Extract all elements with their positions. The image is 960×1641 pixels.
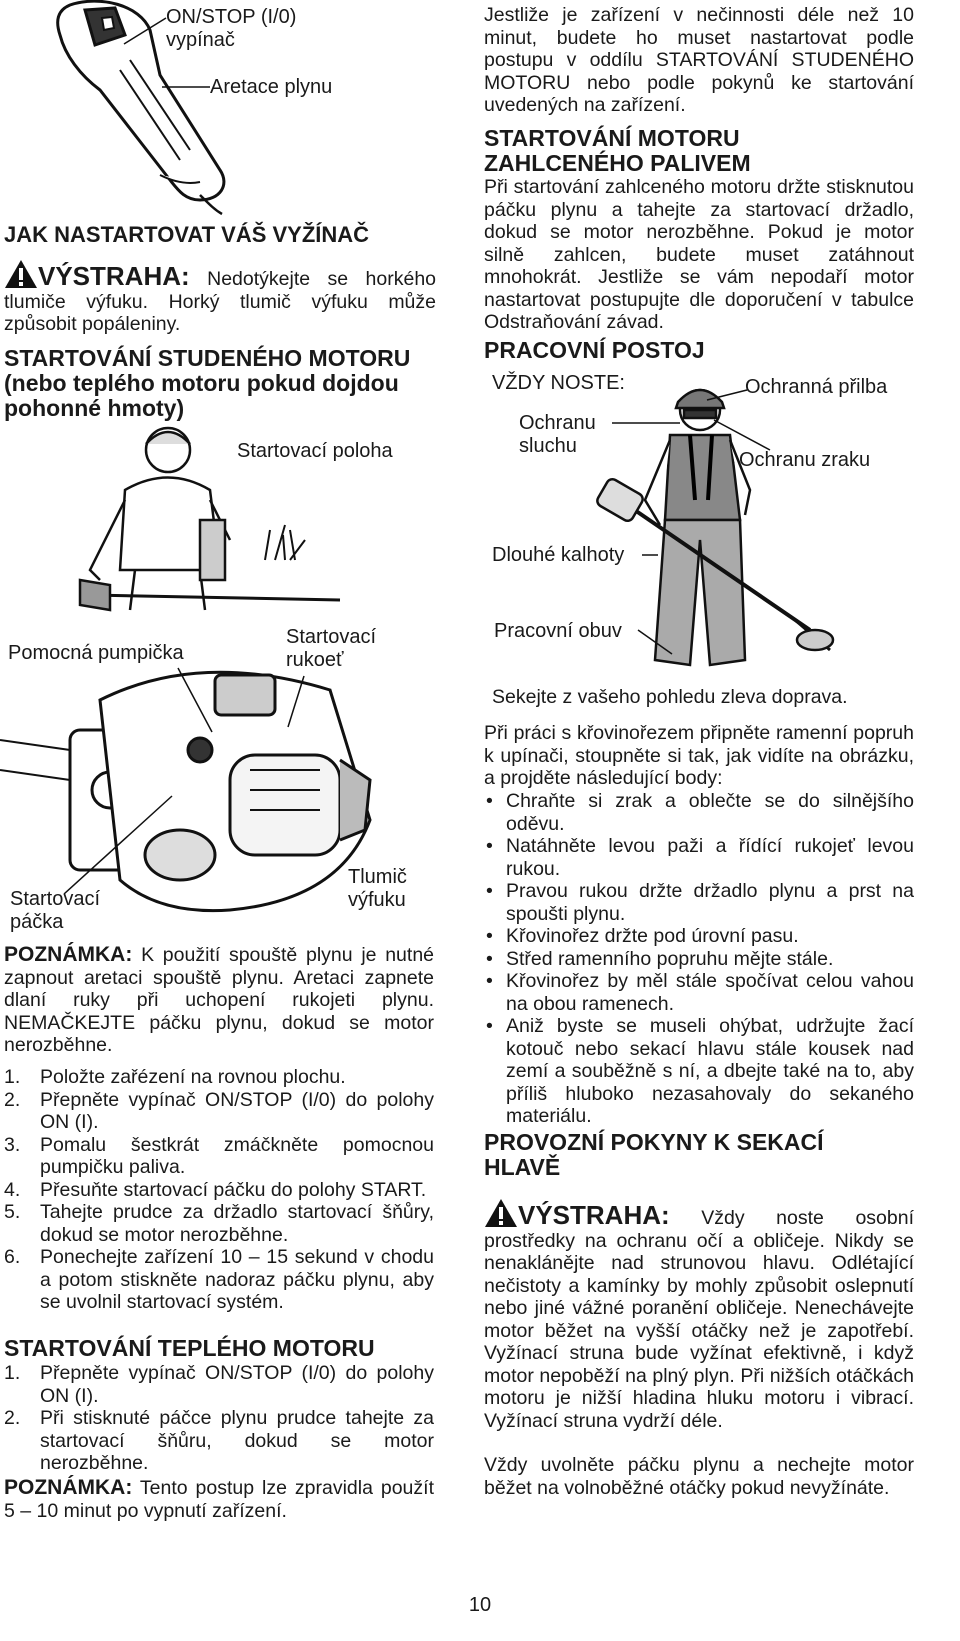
list-item: 2. Při stisknuté páčce plynu prudce tahejte za startovací šňůru, dokud se motor nerozběhne. bbox=[4, 1407, 434, 1474]
list-item: 3. Pomalu šestkrát zmáčkněte pomocnou pumpičku paliva. bbox=[4, 1133, 434, 1178]
heading-warm-start: STARTOVÁNÍ TEPLÉHO MOTORU bbox=[4, 1335, 375, 1361]
list-item: • Aniž byste se museli ohýbat, udržujte žací kotouč nebo sekací hlavu stále kousek nad zemí a souběžně s ní, a dbejte také na to, aby příliš hluboko nezasahovaly do sekaného materiálu. bbox=[484, 1015, 914, 1128]
warning-eye-protection: VÝSTRAHA: Vždy noste osobní prostředky na ochranu očí a obličeje. Nikdy se nenaklánějte nad strunovou hlavu. Odlétající nečistoty a kamínky by mohly způsobit oslepnutí nebo jiné vážné poranění obličeje. Nenechávejte motor běžet na vyšší otáčky než je zapotřebí. Vyžínací struna bude vyžínat efektivně, i když motor nepoběží na plný plyn. Při nižších otáčkách motoru je nižší hladina hluku motoru i vibrací. Vyžínací struna vydrží déle. bbox=[484, 1200, 914, 1432]
list-item: 6. Ponechejte zařízení 10 – 15 sekund v chodu a potom stiskněte nadoraz páčku plynu, aby se uvolnil startovací systém. bbox=[4, 1246, 434, 1313]
leader-primer bbox=[170, 660, 230, 740]
leader-choke bbox=[60, 790, 180, 900]
release-throttle-text: Vždy uvolněte páčku plynu a nechejte motor běžet na volnoběžné otáčky pokud nevyžínáte. bbox=[484, 1454, 914, 1499]
note-throttle-lock: POZNÁMKA: K použití spouště plynu je nutné zapnout aretaci spouště plynu. Aretaci zapnete dlaní ruky při uchopení rukojeti plynu. NEMAČKEJTE páčku plynu, dokud se motor nerozběhne. bbox=[4, 943, 435, 1056]
note-warm-start: POZNÁMKA: Tento postup lze zpravidla použít 5 – 10 minut po vypnutí zařízení. bbox=[4, 1476, 434, 1522]
list-item: • Křovinořez držte pod úrovní pasu. bbox=[484, 925, 914, 948]
label-long-pants: Dlouhé kalhoty bbox=[492, 544, 625, 566]
leader-throttle-lock bbox=[160, 82, 212, 92]
list-item: 5. Tahejte prudce za držadlo startovací šňůry, dokud se motor nerozběhne. bbox=[4, 1201, 434, 1246]
label-work-shoes: Pracovní obuv bbox=[494, 620, 622, 642]
list-item: 4. Přesuňte startovací páčku do polohy START. bbox=[4, 1178, 427, 1201]
intro-restart-text: Jestliže je zařízení v nečinnosti déle než 10 minut, budete ho muset nastartovat podle postupu v oddílu STARTOVÁNÍ STUDENÉHO MOTORU nebo podle pokynů ke startování uvedených na zařízení. bbox=[484, 4, 914, 116]
list-item: • Střed ramenního popruhu mějte stále. bbox=[484, 948, 914, 971]
cold-start-steps bbox=[4, 1066, 434, 1314]
leader-shoes bbox=[636, 628, 676, 658]
warning-hot-muffler: VÝSTRAHA: Nedotýkejte se horkého tlumiče výfuku. Horký tlumič výfuku může způsobit popáleniny. bbox=[4, 261, 437, 335]
warm-start-steps bbox=[4, 1362, 434, 1475]
stance-intro: Při práci s křovinořezem připněte ramenní popruh k upínači, stoupněte si tak, jak vidíte na obrázku, a projděte následující body: bbox=[484, 722, 914, 789]
label-choke-lever: Startovací páčka bbox=[10, 888, 101, 933]
list-item: 2. Přepněte vypínač ON/STOP (I/0) do polohy ON (I). bbox=[4, 1088, 434, 1133]
list-item: 1. Přepněte vypínač ON/STOP (I/0) do polohy ON (I). bbox=[4, 1362, 434, 1407]
list-item: • Chraňte si zrak a oblečte se do silnějšího oděvu. bbox=[484, 790, 914, 835]
heading-flooded-start: STARTOVÁNÍ MOTORU ZAHLCENÉHO PALIVEM bbox=[484, 125, 751, 176]
label-hearing: Ochranu sluchu bbox=[519, 412, 596, 457]
heading-working-stance: PRACOVNÍ POSTOJ bbox=[484, 337, 705, 363]
label-starter-handle: Startovací rukoeť bbox=[286, 626, 377, 671]
list-item: • Natáhněte levou paži a řídící rukojeť levou rukou. bbox=[484, 835, 914, 880]
stance-bullets bbox=[484, 790, 914, 1128]
label-primer-bulb: Pomocná pumpička bbox=[8, 642, 184, 664]
leader-helmet bbox=[705, 386, 750, 406]
leader-pants bbox=[640, 548, 660, 562]
label-always-wear: VŽDY NOSTE: bbox=[492, 372, 625, 394]
label-throttle-lock: Aretace plynu bbox=[210, 76, 333, 98]
heading-cold-start: STARTOVÁNÍ STUDENÉHO MOTORU (nebo teplého motoru pokud dojdou pohonné hmoty) bbox=[4, 345, 411, 421]
leader-starter bbox=[280, 672, 320, 732]
flooded-text: Při startování zahlceného motoru držte stisknutou páčku plynu a tahejte za startovací držadlo, dokud se motor nerozběhne. Pokud je motor silně zahlcen, budete muset zatáhnout mnohokrát. Jestliže se vám nepodaří motor nastartovat postupujte dle doporučení v tabulce Odstraňování závad. bbox=[484, 176, 914, 333]
leader-onstop bbox=[122, 14, 172, 54]
warning-triangle-icon bbox=[4, 259, 38, 289]
heading-trimmer-head-ops: PROVOZNÍ POKYNY K SEKACÍ HLAVĚ bbox=[484, 1129, 824, 1180]
leader-hearing bbox=[610, 418, 682, 428]
page-number: 10 bbox=[468, 1594, 492, 1616]
cut-direction-caption: Sekejte z vašeho pohledu zleva doprava. bbox=[492, 686, 848, 708]
label-helmet: Ochranná přilba bbox=[745, 376, 888, 398]
label-start-position: Startovací poloha bbox=[237, 440, 393, 462]
label-muffler: Tlumič výfuku bbox=[348, 866, 407, 911]
label-eye-protection: Ochranu zraku bbox=[739, 449, 871, 471]
list-item: • Pravou rukou držte držadlo plynu a prst na spoušti plynu. bbox=[484, 880, 914, 925]
list-item: 1. Položte zařézení na rovnou plochu. bbox=[4, 1066, 346, 1088]
heading-how-to-start: JAK NASTARTOVAT VÁŠ VYŽÍNAČ bbox=[4, 222, 370, 247]
warning-triangle-icon bbox=[484, 1198, 518, 1228]
label-onstop-switch: ON/STOP (I/0) vypínač bbox=[166, 6, 297, 51]
leader-eyes bbox=[712, 418, 772, 453]
list-item: • Křovinořez by měl stále spočívat celou vahou na obou ramenech. bbox=[484, 970, 914, 1015]
